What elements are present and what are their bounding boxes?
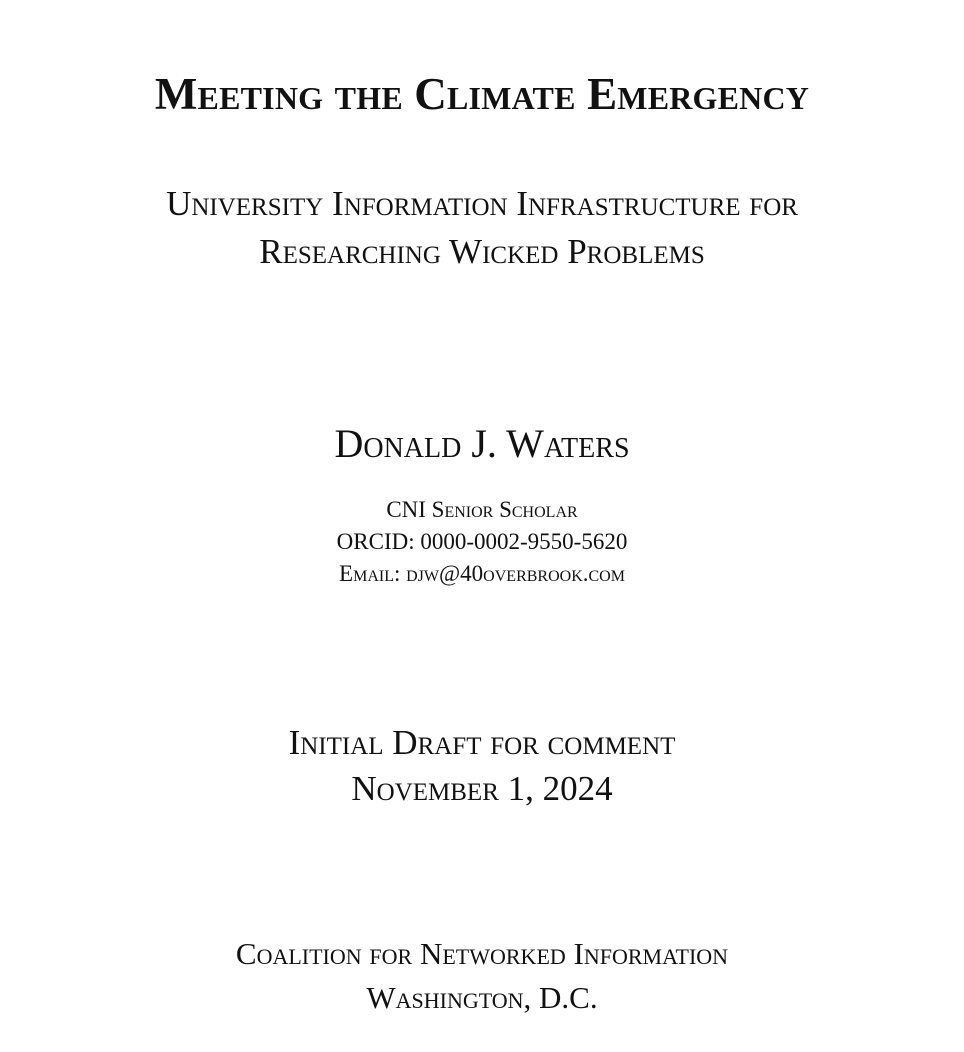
author-email: Email: djw@40overbrook.com <box>339 561 625 586</box>
publisher-location: Washington, D.C. <box>366 980 598 1015</box>
subtitle-line-1: University Information Infrastructure for <box>166 184 798 223</box>
document-subtitle <box>0 180 964 276</box>
document-title: Meeting the Climate Emergency <box>154 69 810 119</box>
publisher-info <box>0 932 964 1020</box>
draft-info <box>0 720 964 812</box>
publisher-name: Coalition for Networked Information <box>235 936 729 971</box>
author-orcid: ORCID: 0000-0002-9550-5620 <box>336 529 628 554</box>
author-name: Donald J. Waters <box>334 421 630 466</box>
draft-date: November 1, 2024 <box>351 769 613 808</box>
subtitle-line-2: Researching Wicked Problems <box>259 232 705 271</box>
author-role: CNI Senior Scholar <box>386 497 578 522</box>
draft-status: Initial Draft for comment <box>288 723 676 762</box>
author-details <box>0 494 964 590</box>
